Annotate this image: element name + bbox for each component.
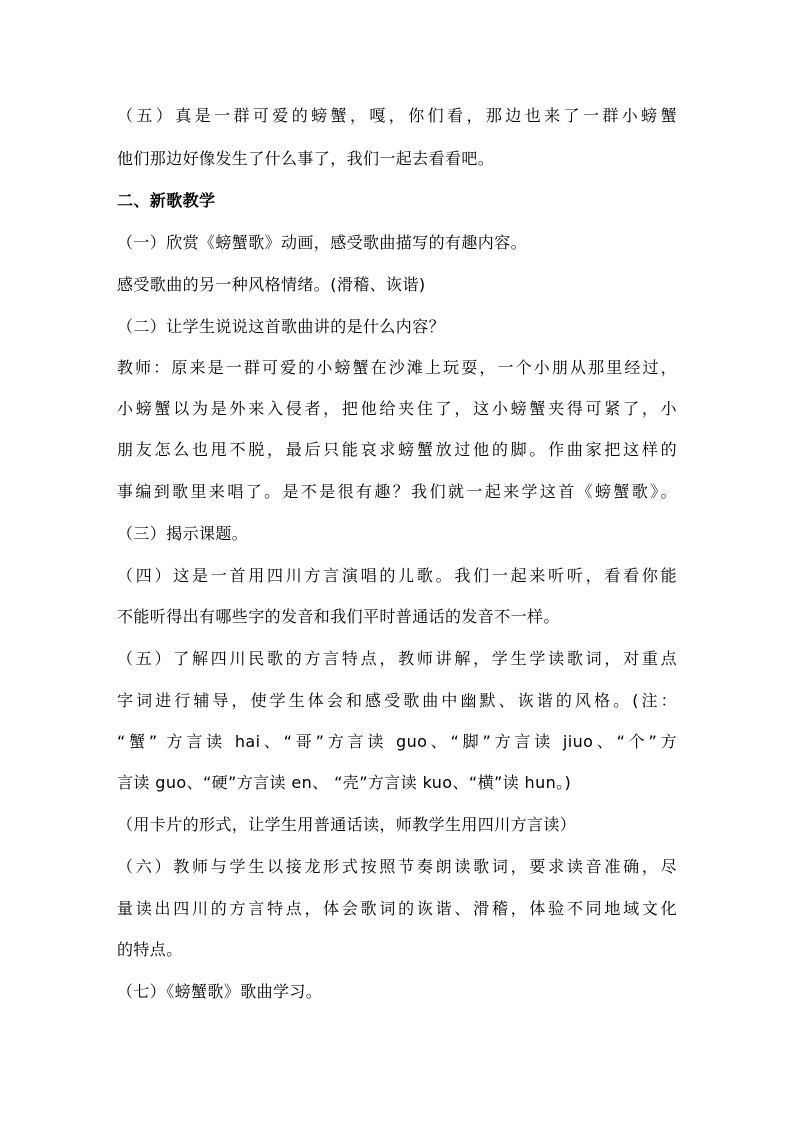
paragraph-line: （四）这是一首用四川方言演唱的儿歌。我们一起来听听，看看你能	[117, 566, 677, 585]
paragraph-line: 教师：原来是一群可爱的小螃蟹在沙滩上玩耍，一个小朋从那里经过，	[117, 358, 677, 377]
paragraph-line: 感受歌曲的另一种风格情绪。(滑稽、诙谐)	[117, 275, 426, 294]
paragraph-line: （用卡片的形式，让学生用普通话读，师教学生用四川方言读）	[117, 815, 577, 834]
paragraph-line: 字词进行辅导，使学生体会和感受歌曲中幽默、诙谐的风格。(注：	[117, 691, 677, 710]
paragraph-line: （五）真是一群可爱的螃蟹，嘎，你们看，那边也来了一群小螃蟹	[117, 106, 677, 125]
paragraph-line: （六）教师与学生以接龙形式按照节奏朗读歌词，要求读音准确，尽	[117, 857, 677, 876]
paragraph-line: 小螃蟹以为是外来入侵者，把他给夹住了，这小螃蟹夹得可紧了，小	[117, 399, 677, 418]
paragraph-line: （一）欣赏《螃蟹歌》动画，感受歌曲描写的有趣内容。	[117, 233, 528, 252]
paragraph-line: 言读 guo、“硬”方言读 en、 “壳”方言读 kuo、“横”读 hun。)	[117, 773, 572, 792]
paragraph-line: 的特点。	[117, 940, 183, 959]
paragraph-line: （二）让学生说说这首歌曲讲的是什么内容？	[117, 317, 446, 336]
paragraph-line: “蟹” 方言读 hai、“哥”方言读 guo、“脚”方言读 jiuo、“个”方	[117, 732, 677, 751]
paragraph-line: （五）了解四川民歌的方言特点，教师讲解，学生学读歌词，对重点	[117, 649, 677, 668]
paragraph-line: 他们那边好像发生了什么事了，我们一起去看看吧。	[117, 149, 495, 168]
paragraph-line: 量读出四川的方言特点，体会歌词的诙谐、滑稽，体验不同地域文化	[117, 899, 677, 918]
section-heading: 二、新歌教学	[117, 191, 216, 210]
paragraph-line: 事编到歌里来唱了。是不是很有趣？我们就一起来学这首《螃蟹歌》。	[117, 482, 677, 501]
paragraph-line: （三）揭示课题。	[117, 524, 249, 543]
paragraph-line: （七）《螃蟹歌》歌曲学习。	[117, 982, 323, 1001]
paragraph-line: 不能听得出有哪些字的发音和我们平时普通话的发音不一样。	[117, 607, 560, 626]
paragraph-line: 朋友怎么也甩不脱，最后只能哀求螃蟹放过他的脚。作曲家把这样的	[117, 440, 677, 459]
